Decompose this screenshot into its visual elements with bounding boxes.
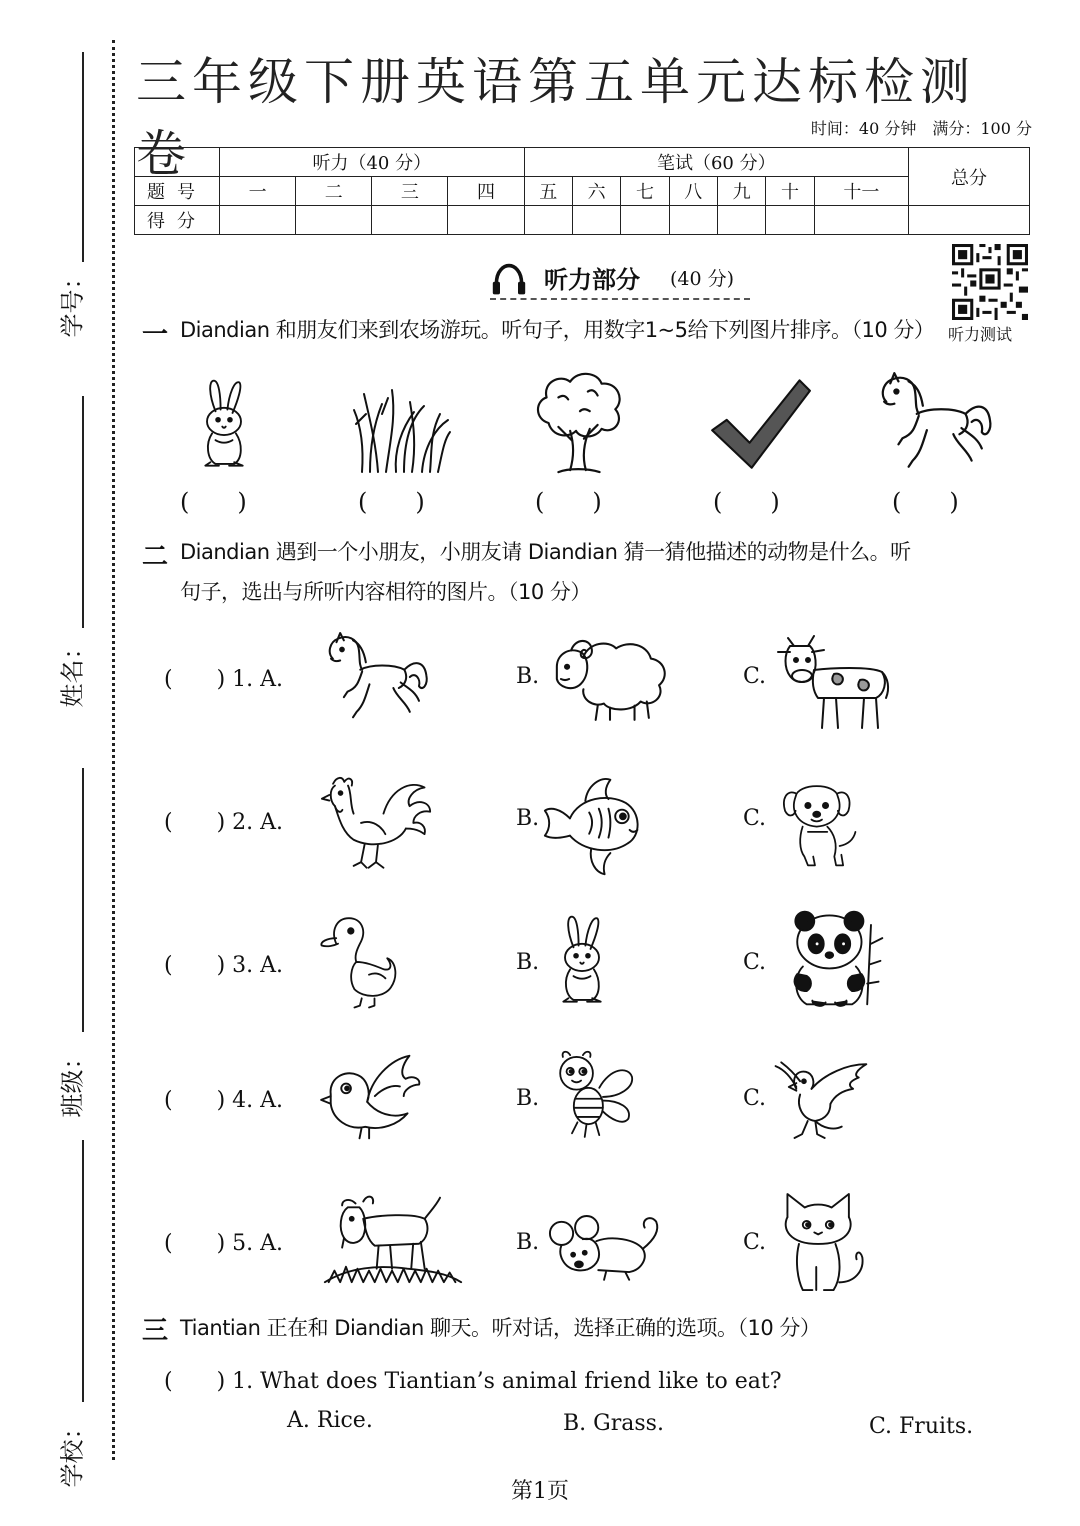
question-number-row: [135, 177, 1030, 206]
score-label: 得分: [135, 206, 220, 235]
cow-icon[interactable]: [774, 628, 894, 738]
score-cell[interactable]: [766, 206, 814, 235]
total-header: 总分: [909, 148, 1030, 206]
mouse-icon[interactable]: [548, 1206, 664, 1284]
answer-blank[interactable]: ( ): [713, 488, 780, 516]
score-cell[interactable]: [448, 206, 524, 235]
page-title: 三年级下册英语第五单元达标检测卷: [136, 53, 976, 183]
option-a[interactable]: A. Rice.: [287, 1408, 373, 1433]
bird-icon[interactable]: [318, 1050, 426, 1146]
score-cell[interactable]: [669, 206, 717, 235]
section-1-instruction: Diandian 和朋友们来到农场游玩。听句子，用数字1~5给下列图片排序。（10 分）: [180, 318, 935, 342]
q-num-cell: 九: [717, 177, 765, 206]
score-cell[interactable]: [524, 206, 572, 235]
page-number: 第1页: [511, 1479, 569, 1504]
score-table-corner: [135, 148, 220, 177]
listening-section-heading: [490, 258, 750, 300]
option-b-label: B.: [516, 664, 540, 689]
answer-blank[interactable]: ( ): [535, 488, 602, 516]
q-num-cell: 三: [372, 177, 448, 206]
section-2-number: 二: [142, 542, 169, 572]
answer-blank[interactable]: ( ): [892, 488, 959, 516]
score-cell[interactable]: [372, 206, 448, 235]
school-input-line[interactable]: [82, 1140, 84, 1402]
qr-code-label: 听力测试: [948, 325, 1013, 344]
tree-icon: [528, 368, 628, 476]
q-num-cell: 十: [766, 177, 814, 206]
answer-blank[interactable]: ( ): [358, 488, 425, 516]
bee-icon[interactable]: [546, 1046, 638, 1146]
option-c-label: C.: [743, 664, 767, 689]
q-num-cell: 六: [572, 177, 620, 206]
student-id-label: 学号：: [58, 265, 87, 338]
q-num-cell: 七: [621, 177, 669, 206]
option-c-label: C.: [743, 1230, 767, 1255]
question-2-1-lead[interactable]: ( ) 1. A.: [164, 667, 284, 692]
listening-section-score: (40 分): [670, 268, 735, 290]
cat-icon[interactable]: [774, 1190, 870, 1296]
duck-icon[interactable]: [318, 910, 400, 1012]
eagle-icon[interactable]: [768, 1060, 872, 1146]
question-2-5-lead[interactable]: ( ) 5. A.: [164, 1231, 284, 1256]
q-num-cell: 一: [220, 177, 296, 206]
total-score-cell[interactable]: [909, 206, 1030, 235]
rabbit-icon[interactable]: [548, 908, 616, 1012]
option-b-label: B.: [516, 950, 540, 975]
option-c-label: C.: [743, 806, 767, 831]
score-table: [134, 147, 1030, 235]
qr-code-icon[interactable]: [952, 244, 1028, 320]
score-cell[interactable]: [572, 206, 620, 235]
written-header: 笔试（60 分）: [524, 148, 908, 177]
student-name-label: 姓名：: [58, 635, 87, 708]
student-id-field: [30, 250, 110, 350]
score-cell[interactable]: [621, 206, 669, 235]
goat-icon[interactable]: [320, 1190, 466, 1286]
option-c-label: C.: [743, 950, 767, 975]
score-cell[interactable]: [220, 206, 296, 235]
listening-section-title: 听力部分: [544, 266, 640, 294]
section-3-number: 三: [142, 1316, 169, 1346]
headphone-icon: [490, 262, 528, 298]
option-c[interactable]: C. Fruits.: [869, 1414, 974, 1439]
question-2-2-lead[interactable]: ( ) 2. A.: [164, 810, 284, 835]
score-table-header-row: [135, 148, 1030, 177]
horse-icon: [872, 370, 994, 474]
rabbit-icon: [190, 372, 258, 476]
class-input-line[interactable]: [82, 768, 84, 1032]
time-info: 时间：40 分钟 满分：100 分: [810, 119, 1032, 138]
score-cell[interactable]: [296, 206, 372, 235]
q-num-cell: 八: [669, 177, 717, 206]
panda-icon[interactable]: [784, 906, 888, 1010]
section-1-number: 一: [142, 320, 169, 350]
q-num-cell: 五: [524, 177, 572, 206]
horse-icon[interactable]: [320, 628, 430, 726]
score-cell[interactable]: [717, 206, 765, 235]
section-2-instruction-line-1: Diandian 遇到一个小朋友，小朋友请 Diandian 猜一猜他描述的动物是什么。听: [180, 540, 911, 564]
section-2-instruction-line-2: 句子，选出与所听内容相符的图片。（10 分）: [180, 580, 591, 604]
sheep-icon[interactable]: [548, 632, 672, 724]
question-number-label: 题号: [135, 177, 220, 206]
option-b-label: B.: [516, 1230, 540, 1255]
option-c-label: C.: [743, 1086, 767, 1111]
student-name-field: [30, 620, 110, 720]
school-label: 学校：: [58, 1415, 87, 1488]
question-2-3-lead[interactable]: ( ) 3. A.: [164, 953, 284, 978]
listening-header: 听力（40 分）: [220, 148, 525, 177]
dog-icon[interactable]: [778, 770, 866, 878]
binding-dotted-line: [112, 40, 115, 1460]
checkmark-icon: [708, 376, 812, 470]
option-b[interactable]: B. Grass.: [563, 1411, 664, 1436]
class-label: 班级：: [58, 1045, 87, 1118]
option-b-label: B.: [516, 806, 540, 831]
q-num-cell: 十一: [814, 177, 908, 206]
fish-icon[interactable]: [540, 774, 648, 880]
answer-blank[interactable]: ( ): [180, 488, 247, 516]
student-id-input-line[interactable]: [82, 52, 84, 262]
grass-icon: [350, 384, 454, 474]
student-name-input-line[interactable]: [82, 396, 84, 628]
question-3-1[interactable]: ( ) 1. What does Tiantian’s animal friend like to eat?: [164, 1369, 782, 1394]
section-3-instruction: Tiantian 正在和 Diandian 聊天。听对话，选择正确的选项。（10 分）: [180, 1316, 821, 1340]
score-cell[interactable]: [814, 206, 908, 235]
class-field: [30, 1030, 110, 1130]
question-2-4-lead[interactable]: ( ) 4. A.: [164, 1088, 284, 1113]
q-num-cell: 四: [448, 177, 524, 206]
score-row: [135, 206, 1030, 235]
option-b-label: B.: [516, 1086, 540, 1111]
q-num-cell: 二: [296, 177, 372, 206]
rooster-icon[interactable]: [320, 770, 432, 874]
